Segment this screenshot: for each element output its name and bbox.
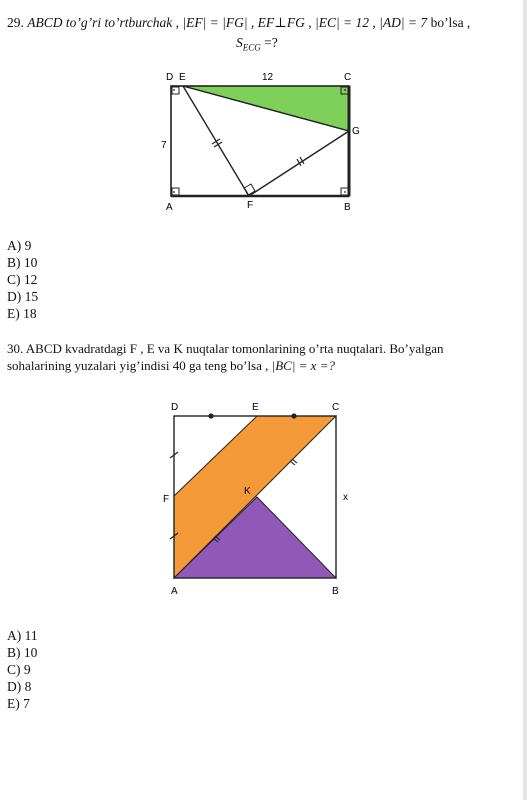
label-b: B	[332, 586, 339, 597]
label-d: D	[166, 72, 174, 83]
option-d[interactable]: D) 15	[7, 289, 39, 304]
label-b: B	[344, 202, 351, 213]
option-a[interactable]: A) 9	[7, 238, 32, 253]
problem-number: 29.	[7, 15, 24, 30]
label-e: E	[179, 72, 186, 83]
label-f: F	[163, 494, 170, 505]
midpoint-mark-de	[208, 413, 213, 418]
statement-text: ABCD to’g’ri to’rtburchak ,	[27, 15, 179, 30]
option-e[interactable]: E) 18	[7, 306, 37, 321]
label-c: C	[344, 72, 352, 83]
problem-30-statement-line1: 30. ABCD kvadratdagi F , E va K nuqtalar tomonlarining o’rta nuqtalari. Bo’yalgan	[7, 341, 444, 356]
option-a[interactable]: A) 11	[7, 628, 38, 643]
label-d: D	[171, 402, 179, 413]
label-c: C	[332, 402, 340, 413]
label-k: K	[244, 486, 251, 497]
statement-end: bo’lsa ,	[430, 15, 471, 30]
option-c[interactable]: C) 9	[7, 662, 31, 677]
area-symbol: S	[236, 35, 243, 50]
problem-30-statement-line2	[7, 358, 335, 374]
label-ad: 7	[161, 140, 167, 151]
option-b[interactable]: B) 10	[7, 645, 38, 660]
label-a: A	[166, 202, 173, 213]
option-d[interactable]: D) 8	[7, 679, 32, 694]
conditions-expression: |EF| = |FG| , EF⊥FG , |EC| = 12 , |AD| = 7	[182, 15, 428, 30]
bc-expression: |BC| = x =?	[271, 358, 335, 373]
label-ec: 12	[262, 72, 274, 83]
area-subscript: ECG	[242, 42, 261, 53]
label-a: A	[171, 586, 178, 597]
label-f: F	[247, 200, 254, 211]
question-mark: =?	[260, 35, 278, 50]
page-edge-shadow	[523, 0, 527, 800]
label-g: G	[352, 126, 360, 137]
option-c[interactable]: C) 12	[7, 272, 38, 287]
option-e[interactable]: E) 7	[7, 696, 30, 711]
option-b[interactable]: B) 10	[7, 255, 38, 270]
right-angle-a	[172, 188, 179, 195]
label-x: x	[343, 492, 348, 503]
statement-text: sohalarining yuzalari yig’indisi 40 ga teng bo’lsa ,	[7, 358, 269, 373]
midpoint-mark-ec	[291, 413, 296, 418]
right-angle-d	[172, 87, 179, 94]
label-e: E	[252, 402, 259, 413]
